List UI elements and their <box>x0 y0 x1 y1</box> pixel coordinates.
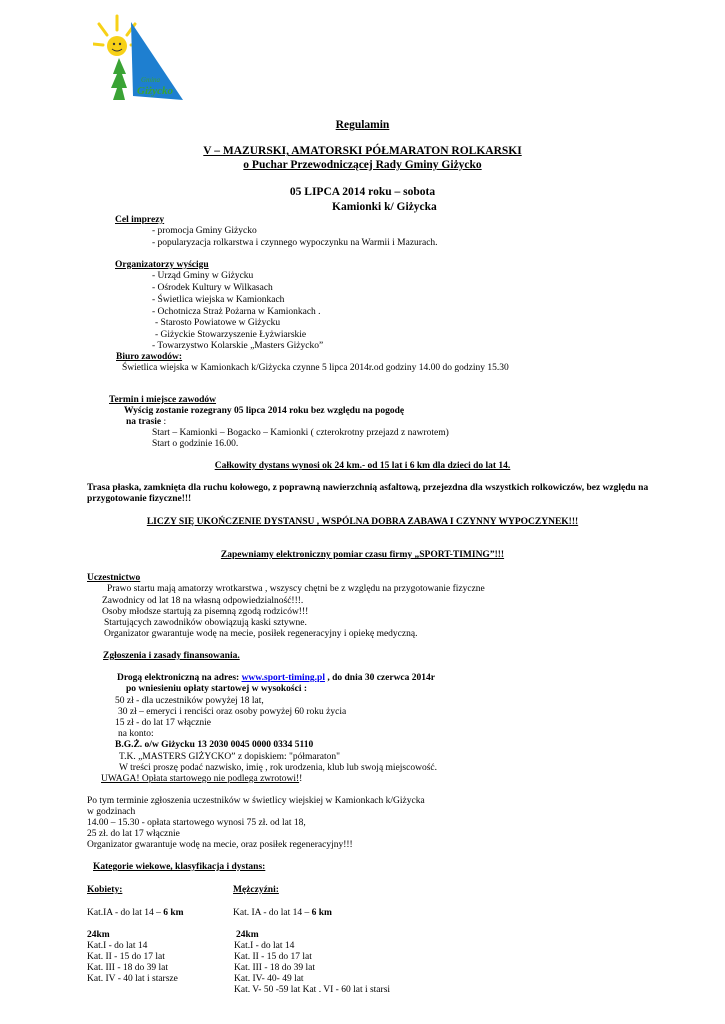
list-item: - Starosto Powiatowe w Giżycku <box>155 318 281 328</box>
tree-icon <box>111 58 127 100</box>
sport-timing-link[interactable]: www.sport-timing.pl <box>241 673 325 683</box>
kobiety-category: Kat. III - 18 do 39 lat <box>87 963 168 973</box>
pomiar-text: Zapewniamy elektroniczny pomiar czasu firmy „SPORT-TIMING”!!! <box>220 550 505 560</box>
droga-label: Drogą elektroniczną na adres: <box>117 673 242 683</box>
zgloszenia-heading: Zgłoszenia i zasady finansowania. <box>103 651 240 661</box>
po-tym-line: w godzinach <box>87 807 136 817</box>
uczestnictwo-line: Zawodnicy od lat 18 na własną odpowiedzialność!!!. <box>102 596 304 606</box>
tresc-line: W treści proszę podać nazwisko, imię , rok urodzenia, klub lub swoją miejscowość. <box>119 763 437 773</box>
mezczyzni-6km-label: Kat. IA - do lat 14 – <box>233 908 312 918</box>
po-tym-line: 25 zł. do lat 17 włącznie <box>87 829 180 839</box>
termin-heading: Termin i miejsce zawodów <box>109 395 217 405</box>
biuro-heading: Biuro zawodów: <box>116 352 183 362</box>
list-item: - Urząd Gminy w Giżycku <box>152 271 254 281</box>
event-place: Kamionki k/ Giżycka <box>332 201 437 213</box>
termin-line: Start o godzinie 16.00. <box>152 439 239 449</box>
mezczyzni-6km <box>233 908 332 919</box>
cel-heading: Cel imprezy <box>115 215 165 225</box>
termin-trasa-label: na trasie <box>126 417 162 427</box>
uwaga-end: ! <box>299 774 303 784</box>
gmina-gizycko-logo <box>93 8 203 108</box>
event-name: V – MAZURSKI, AMATORSKI PÓŁMARATON ROLKARSKI <box>203 145 522 157</box>
uczestnictwo-line: Osoby młodsze startują za pisemną zgodą rodziców!!! <box>102 607 309 617</box>
kategorie-heading: Kategorie wiekowe, klasyfikacja i dystans: <box>93 862 266 872</box>
mezczyzni-category: Kat. III - 18 do 39 lat <box>234 963 315 973</box>
termin-trasa <box>126 417 166 428</box>
po-tym-line: Organizator gwarantuje wodę na mecie, oraz posiłek regeneracyjny!!! <box>87 840 353 850</box>
tk-line: T.K. „MASTERS GIŻYCKO” z dopiskiem: "półmaraton" <box>119 752 341 762</box>
droga-deadline: , do dnia 30 czerwca 2014r <box>324 673 435 683</box>
mezczyzni-category: Kat.I - do lat 14 <box>234 941 295 951</box>
konto-label: na konto: <box>118 729 154 739</box>
zgloszenia-droga <box>117 673 435 684</box>
list-item: - Giżyckie Stowarzyszenie Łyżwiarskie <box>155 330 307 340</box>
kobiety-24km: 24km <box>87 930 110 940</box>
kobiety-6km <box>87 908 184 919</box>
kobiety-category: Kat. IV - 40 lat i starsze <box>87 974 178 984</box>
list-item: - Świetlica wiejska w Kamionkach <box>152 295 285 305</box>
fee-line: 15 zł - do lat 17 włącznie <box>115 718 212 728</box>
list-item: - Ochotnicza Straż Pożarna w Kamionkach . <box>152 307 321 317</box>
list-item: - Towarzystwo Kolarskie „Masters Giżycko” <box>152 341 324 351</box>
bank-account: B.G.Ż. o/w Giżycku 13 2030 0045 0000 0334 5110 <box>115 740 314 750</box>
zgloszenia-oplata: po wniesieniu opłaty startowej w wysokości : <box>126 684 308 694</box>
uczestnictwo-line: Organizator gwarantuje wodę na mecie, posiłek regeneracyjny i opiekę medyczną. <box>104 629 418 639</box>
logo-text-gmina: Gmina <box>141 76 161 84</box>
fee-line: 30 zł – emeryci i renciści oraz osoby powyżej 60 roku życia <box>118 707 347 717</box>
kobiety-label: Kobiety: <box>87 885 123 895</box>
dystans-text: Całkowity dystans wynosi ok 24 km.- od 15 lat i 6 km dla dzieci do lat 14. <box>214 461 511 471</box>
uczestnictwo-heading: Uczestnictwo <box>87 573 141 583</box>
uwaga-text: UWAGA! Opłata startowego nie podlega zwrotowi! <box>101 774 300 784</box>
termin-line: Wyścig zostanie rozegrany 05 lipca 2014 roku bez względu na pogodę <box>124 406 405 416</box>
mezczyzni-label: Mężczyźni: <box>233 885 279 895</box>
mezczyzni-category: Kat. IV- 40- 49 lat <box>234 974 304 984</box>
uwaga-line <box>101 774 302 785</box>
organizatorzy-heading: Organizatorzy wyścigu <box>115 260 209 270</box>
termin-trasa-colon: : <box>161 417 167 427</box>
mezczyzni-6km-distance: 6 km <box>311 908 332 918</box>
kobiety-6km-distance: 6 km <box>163 908 184 918</box>
termin-line: Start – Kamionki – Bogacko – Kamionki ( czterokrotny przejazd z nawrotem) <box>152 428 449 438</box>
kobiety-6km-label: Kat.IA - do lat 14 – <box>87 908 164 918</box>
mezczyzni-24km: 24km <box>236 930 259 940</box>
mezczyzni-category: Kat. V- 50 -59 lat Kat . VI - 60 lat i starsi <box>234 985 391 995</box>
list-item: - Ośrodek Kultury w Wilkasach <box>152 283 273 293</box>
event-trophy: o Puchar Przewodniczącej Rady Gminy Giżycko <box>243 159 482 171</box>
po-tym-line: 14.00 – 15.30 - opłata startowego wynosi 75 zł. od lat 18, <box>87 818 306 828</box>
biuro-text: Świetlica wiejska w Kamionkach k/Giżycka czynne 5 lipca 2014r.od godziny 14.00 do godziny 15.30 <box>122 363 509 373</box>
liczy-text: LICZY SIĘ UKOŃCZENIE DYSTANSU , WSPÓLNA DOBRA ZABAWA I CZYNNY WYPOCZYNEK!!! <box>146 517 579 527</box>
uczestnictwo-line: Prawo startu mają amatorzy wrotkarstwa , wszyscy chętni be z względu na przygotowanie fizyczne <box>107 584 485 594</box>
kobiety-category: Kat.I - do lat 14 <box>87 941 148 951</box>
document-title: Regulamin <box>335 119 390 131</box>
uczestnictwo-line: Startujących zawodników obowiązują kaski sztywne. <box>104 618 307 628</box>
kobiety-category: Kat. II - 15 do 17 lat <box>87 952 165 962</box>
po-tym-line: Po tym terminie zgłoszenia uczestników w świetlicy wiejskiej w Kamionkach k/Giżycka <box>87 796 425 806</box>
logo-text-gizycko: Giżycko <box>137 85 174 97</box>
fee-line: 50 zł - dla uczestników powyżej 18 lat, <box>115 696 264 706</box>
mezczyzni-category: Kat. II - 15 do 17 lat <box>234 952 312 962</box>
trasa-text: Trasa płaska, zamknięta dla ruchu kołowego, z poprawną nawierzchnią asfaltową, przejezdna dla wszystkich rolkowiczów, bez względu na <box>87 483 649 493</box>
list-item: - promocja Gminy Giżycko <box>152 226 257 236</box>
trasa-text: przygotowanie fizyczne!!! <box>87 494 192 504</box>
list-item: - popularyzacja rolkarstwa i czynnego wypoczynku na Warmii i Mazurach. <box>152 238 438 248</box>
event-date: 05 LIPCA 2014 roku – sobota <box>289 186 436 198</box>
